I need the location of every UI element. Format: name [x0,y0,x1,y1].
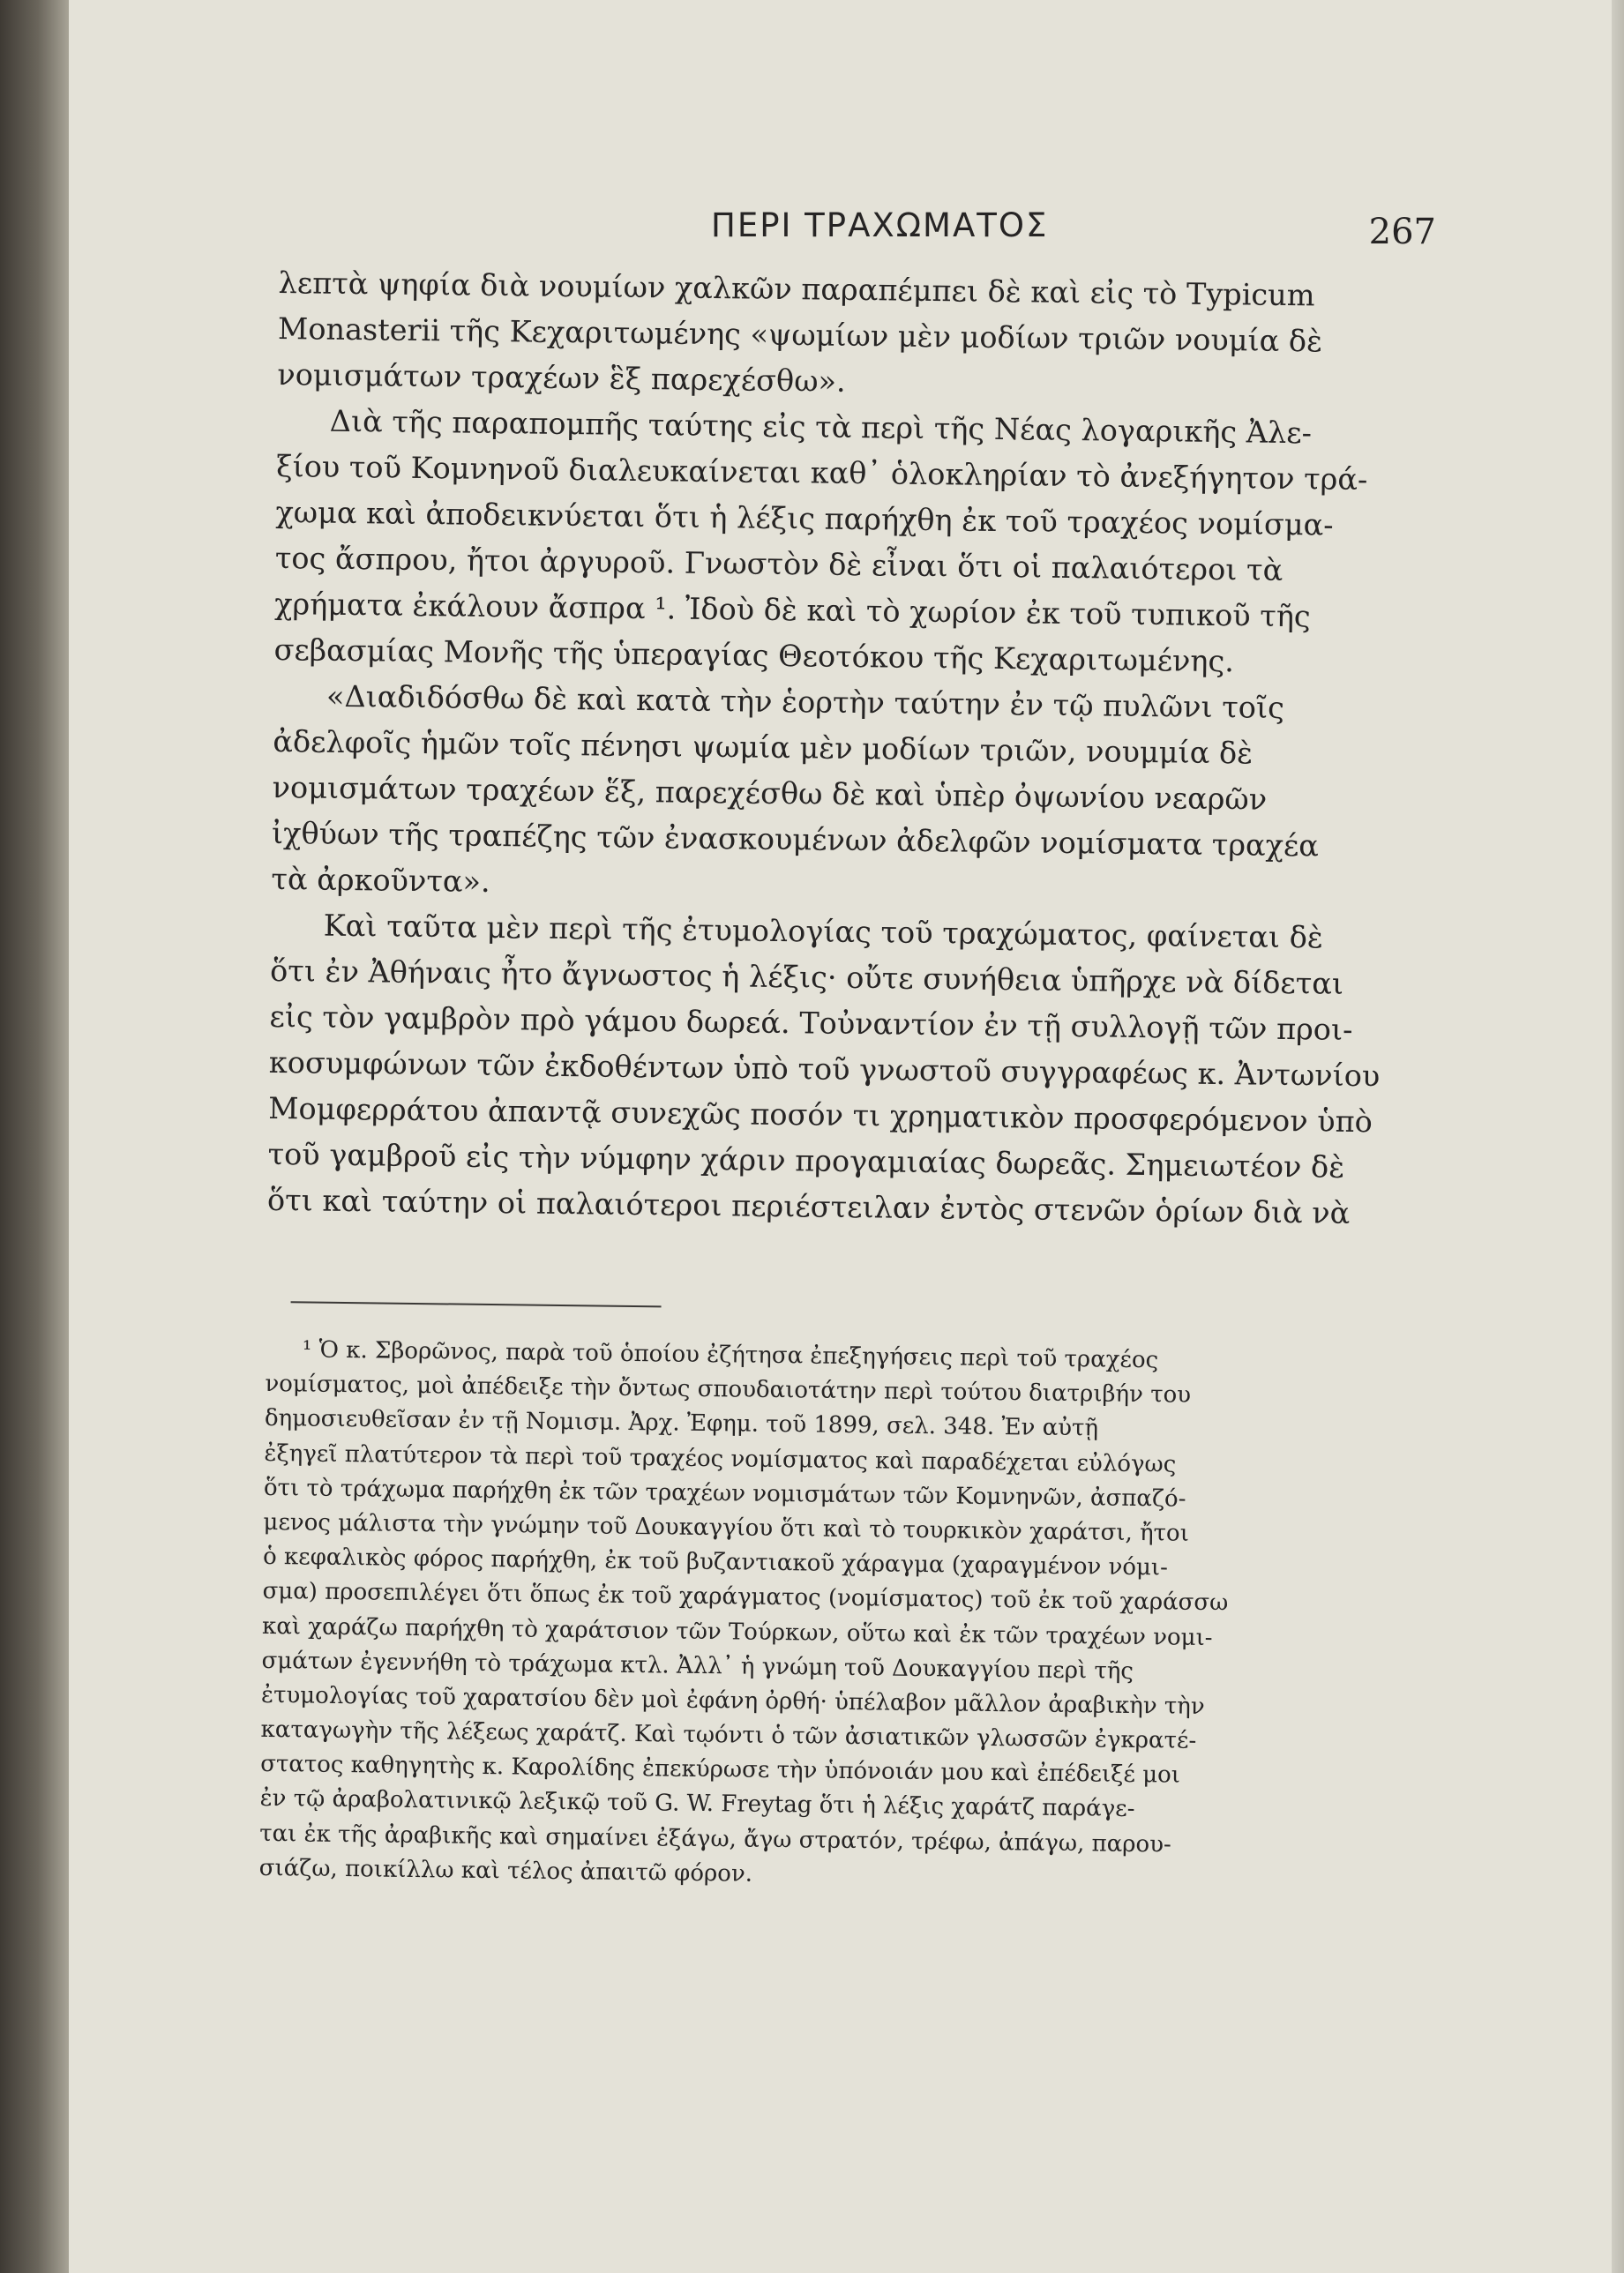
text-line: τοῦ γαμβροῦ εἰς τὴν νύμφην χάριν προγαμιαίας δωρεᾶς. Σημειωτέον δὲ [267,1136,1345,1185]
footnote-line: ¹ Ὁ κ. Σβορῶνος, παρὰ τοῦ ὁποίου ἐζήτησα ἐπεξηγήσεις περὶ τοῦ τραχέος [302,1336,1159,1374]
text-line: κοσυμφώνων τῶν ἐκδοθέντων ὑπὸ τοῦ γνωστοῦ συγγραφέως κ. Ἀντωνίου [268,1044,1381,1094]
footnote-line: ὅτι τὸ τράχωμα παρήχθη ἐκ τῶν τραχέων νομισμάτων τῶν Κομνηνῶν, ἀσπαζό- [263,1474,1186,1513]
footnote-line: μενος μάλιστα τὴν γνώμην τοῦ Δουκαγγίου ὅτι καὶ τὸ τουρκικὸν χαράτσι, ἤτοι [263,1508,1190,1547]
text-line: ὅτι ἐν Ἀθήναις ἦτο ἄγνωστος ἡ λέξις· οὔτε συνήθεια ὑπῆρχε νὰ δίδεται [269,953,1344,1001]
footnote-line: νομίσματος, μοὶ ἀπέδειξε τὴν ὄντως σπουδαιοτάτην περὶ τούτου διατριβήν του [265,1371,1192,1409]
text-line: χρήματα ἐκάλουν ἄσπρα ¹. Ἰδοὺ δὲ καὶ τὸ χωρίον ἐκ τοῦ τυπικοῦ τῆς [274,586,1311,634]
footnote-line: ται ἐκ τῆς ἀραβικῆς καὶ σημαίνει ἐξάγω, ἄγω στρατόν, τρέφω, ἀπάγω, παρου- [259,1820,1171,1858]
text-line: ὅτι καὶ ταύτην οἱ παλαιότεροι περιέστειλαν ἐντὸς στενῶν ὁρίων διὰ νὰ [266,1182,1351,1230]
footnote-line: καταγωγὴν τῆς λέξεως χαράτζ. Καὶ τῳόντι ὁ τῶν ἀσιατικῶν γλωσσῶν ἐγκρατέ- [260,1716,1197,1754]
text-line: Καὶ ταῦτα μὲν περὶ τῆς ἐτυμολογίας τοῦ τραχώματος, φαίνεται δὲ [323,908,1324,955]
facing-page-edge [1612,0,1624,2273]
text-line: Μομφερράτου ἀπαντᾷ συνεχῶς ποσόν τι χρηματικὸν προσφερόμενον ὑπὸ [268,1090,1373,1140]
text-line: ξίου τοῦ Κομνηνοῦ διαλευκαίνεται καθ᾽ ὁλοκληρίαν τὸ ἀνεξήγητον τρά- [275,448,1368,497]
footnote-line: ὁ κεφαλικὸς φόρος παρήχθη, ἐκ τοῦ βυζαντιακοῦ χάραγμα (χαραγμένον νόμι- [262,1544,1169,1581]
text-line: ἰχθύων τῆς τραπέζης τῶν ἐνασκουμένων ἀδελφῶν νομίσματα τραχέα [271,815,1320,864]
footnote-line: σμάτων ἐγεννήθη τὸ τράχωμα κτλ. Ἀλλ᾽ ἡ γνώμη τοῦ Δουκαγγίου περὶ τῆς [261,1647,1134,1685]
footnote-line: ἐν τῷ ἀραβολατινικῷ λεξικῷ τοῦ G. W. Freytag ὅτι ἡ λέξις χαράτζ παράγε- [259,1785,1135,1823]
text-line: Διὰ τῆς παραπομπῆς ταύτης εἰς τὰ περὶ τῆς Νέας λογαρικῆς Ἀλε- [329,403,1313,451]
footnote-line: στατος καθηγητὴς κ. Καρολίδης ἐπεκύρωσε τὴν ὑπόνοιάν μου καὶ ἐπέδειξέ μοι [259,1751,1181,1789]
text-line: ἀδελφοῖς ἡμῶν τοῖς πένησι ψωμία μὲν μοδίων τριῶν, νουμμία δὲ [273,723,1254,771]
running-title: ΠΕΡΙ ΤΡΑΧΩΜΑΤΟΣ [711,206,1049,244]
footnote-line: ἐξηγεῖ πλατύτερον τὰ περὶ τοῦ τραχέος νομίσματος καὶ παραδέχεται εὐλόγως [264,1439,1177,1478]
main-text [258,260,1435,1900]
page-number: 267 [1368,212,1436,252]
page-header [289,201,1436,254]
text-line: «Διαδιδόσθω δὲ καὶ κατὰ τὴν ἑορτὴν ταύτην ἐν τῷ πυλῶνι τοῖς [326,678,1285,725]
text-line: Monasterii τῆς Κεχαριτωμένης «ψωμίων μὲν μοδίων τριῶν νουμία δὲ [277,310,1323,359]
text-line: εἰς τὸν γαμβρὸν πρὸ γάμου δωρεά. Τοὐναντίον ἐν τῇ συλλογῇ τῶν προι- [269,998,1353,1047]
footnote-separator [291,1301,662,1307]
text-line: τος ἄσπρου, ἤτοι ἀργυροῦ. Γνωστὸν δὲ εἶναι ὅτι οἱ παλαιότεροι τὰ [274,540,1283,587]
book-page [69,0,1612,2273]
footnote-line: σμα) προσεπιλέγει ὅτι ὅπως ἐκ τοῦ χαράγματος (νομίσματος) τοῦ ἐκ τοῦ χαράσσω [262,1578,1229,1617]
footnote-line: καὶ χαράζω παρήχθη τὸ χαράτσιον τῶν Τούρκων, οὕτω καὶ ἐκ τῶν τραχέων νομι- [261,1612,1213,1651]
text-line: λεπτὰ ψηφία διὰ νουμίων χαλκῶν παραπέμπει δὲ καὶ εἰς τὸ Typicum [278,265,1315,313]
footnote-line: σιάζω, ποικίλλω καὶ τέλος ἀπαιτῶ φόρον. [258,1854,753,1888]
text-line: νομισμάτων τραχέων ἓξ παρεχέσθω». [277,356,846,399]
text-line: νομισμάτων τραχέων ἕξ, παρεχέσθω δὲ καὶ ὑπὲρ ὀψωνίου νεαρῶν [272,769,1268,817]
text-line: τὰ ἀρκοῦντα». [271,861,490,899]
footnote-line: ἐτυμολογίας τοῦ χαρατσίου δὲν μοὶ ἐφάνη ὀρθή· ὑπέλαβον μᾶλλον ἀραβικὴν τὴν [260,1681,1205,1720]
book-binding-shadow [0,0,69,2273]
text-line: χωμα καὶ ἀποδεικνύεται ὅτι ἡ λέξις παρήχθη ἐκ τοῦ τραχέος νομίσμα- [275,494,1334,542]
footnote-line: δημοσιευθεῖσαν ἐν τῇ Νομισμ. Ἀρχ. Ἐφημ. τοῦ 1899, σελ. 348. Ἐν αὐτῇ [264,1405,1099,1442]
text-line: σεβασμίας Μονῆς τῆς ὑπεραγίας Θεοτόκου τῆς Κεχαριτωμένης. [273,632,1235,679]
